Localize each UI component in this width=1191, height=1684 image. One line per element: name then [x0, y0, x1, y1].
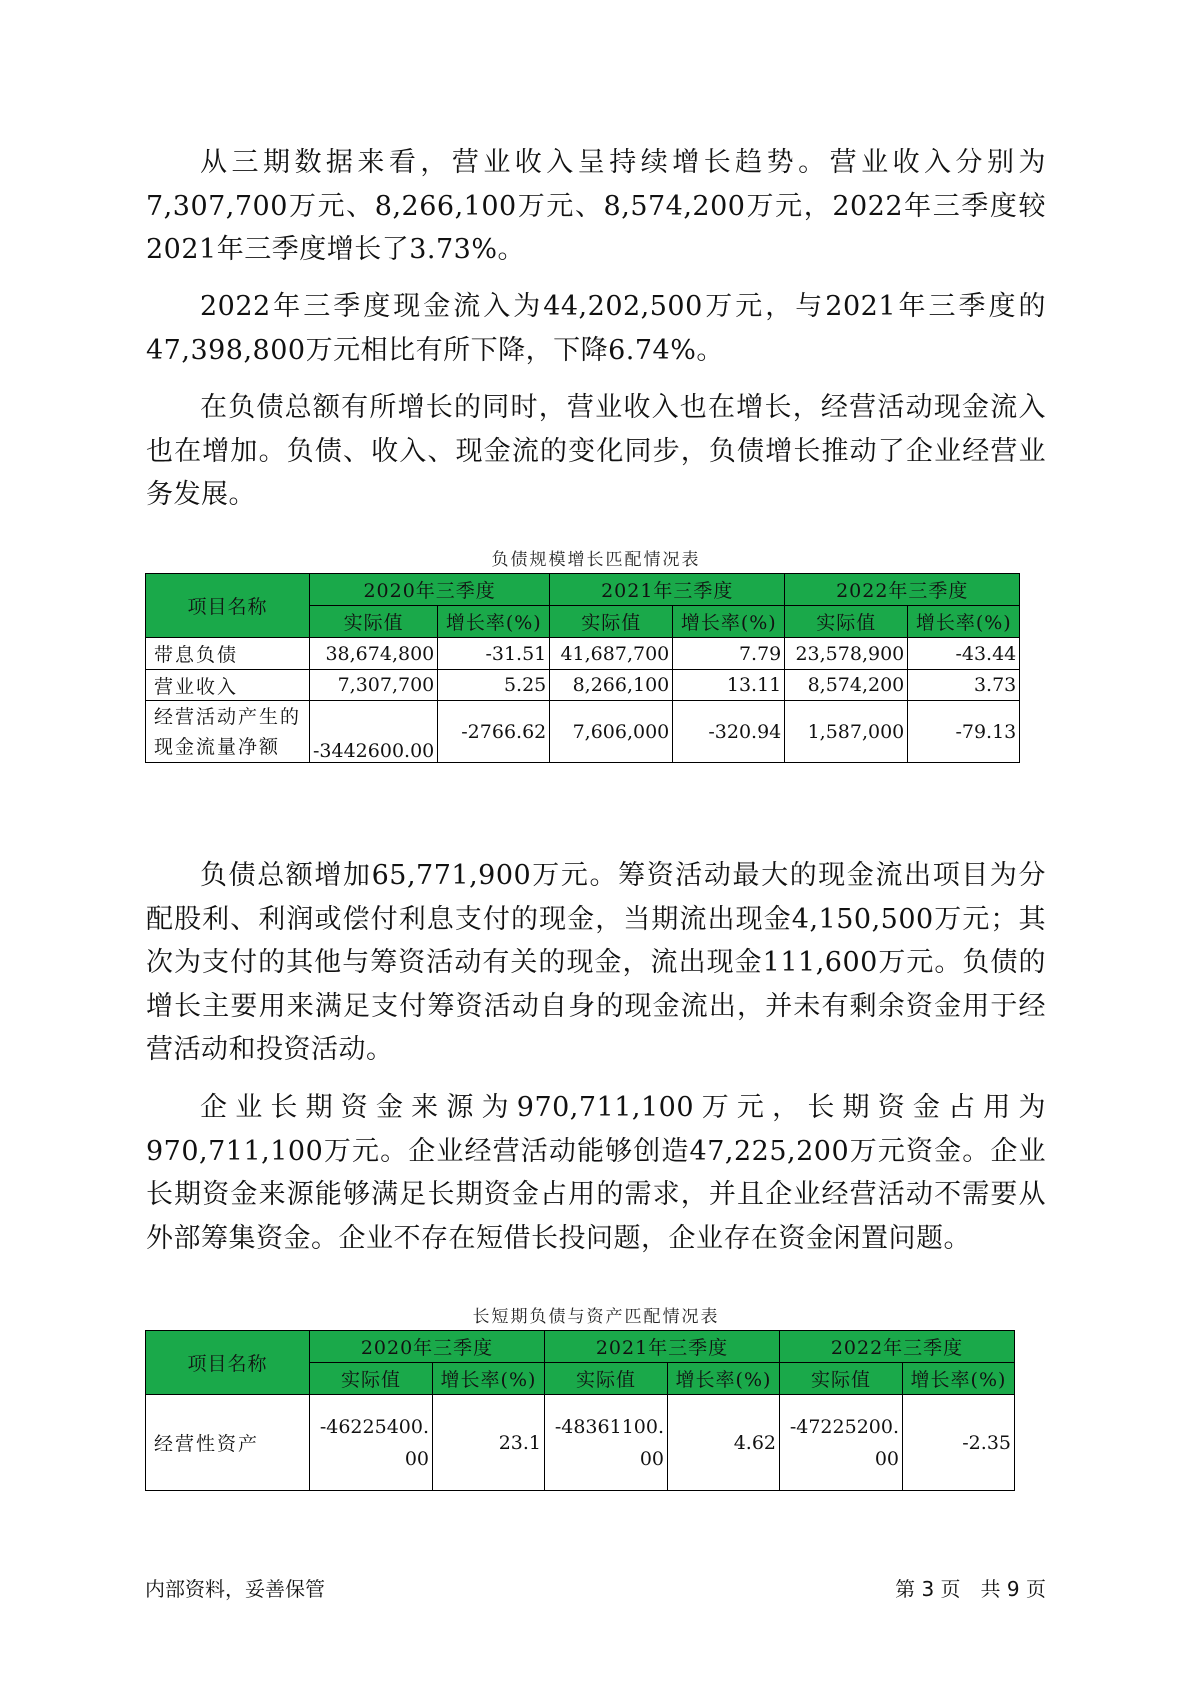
header-period-2020: 2020年三季度 — [310, 574, 550, 606]
cell-value: -320.94 — [673, 701, 785, 763]
header-actual: 实际值 — [310, 606, 438, 638]
cell-value: 23,578,900 — [785, 638, 908, 670]
row-label-text: 经营活动产生的现金流量净额 — [154, 705, 302, 758]
cell-value: 5.25 — [438, 670, 550, 701]
cell-value: -46225400.00 — [310, 1395, 433, 1491]
cell-value: 1,587,000 — [785, 701, 908, 763]
header-growth: 增长率(%) — [673, 606, 785, 638]
paragraph-debt-growth: 在负债总额有所增长的同时，营业收入也在增长，经营活动现金流入也在增加。负债、收入、现金流的变化同步，负债增长推动了企业经营业务发展。 — [146, 392, 1046, 510]
table2-caption: 长短期负债与资产匹配情况表 — [472, 1307, 720, 1327]
cell-value: -79.13 — [908, 701, 1020, 763]
row-label: 营业收入 — [146, 670, 310, 701]
paragraph-cash-inflow: 2022年三季度现金流入为44,202,500万元，与2021年三季度的47,398,800万元相比有所下降，下降6.74%。 — [146, 291, 1046, 366]
paragraph-long-term-funds: 企业长期资金来源为970,711,100万元，长期资金占用为970,711,100万元。企业经营活动能够创造47,225,200万元资金。企业长期资金来源能够满足长期资金占用的需求，并且企业经营活动不需要从外部筹集资金。企业不存在短借长投问题，企业存在资金闲置问题。 — [146, 1092, 1046, 1254]
header-growth: 增长率(%) — [438, 606, 550, 638]
cell-value: -31.51 — [438, 638, 550, 670]
cell-value: 8,266,100 — [550, 670, 673, 701]
footer-confidential-note: 内部资料，妥善保管 — [145, 1577, 325, 1601]
row-label — [146, 701, 310, 763]
header-period-2022: 2022年三季度 — [780, 1331, 1015, 1363]
cell-value: 13.11 — [673, 670, 785, 701]
table-row — [146, 1395, 1015, 1491]
header-growth: 增长率(%) — [433, 1363, 545, 1395]
header-period-2020: 2020年三季度 — [310, 1331, 545, 1363]
cell-value: -2766.62 — [438, 701, 550, 763]
cell-value: 3.73 — [908, 670, 1020, 701]
paragraph-financing-activities: 负债总额增加65,771,900万元。筹资活动最大的现金流出项目为分配股利、利润或偿付利息支付的现金，当期流出现金4,150,500万元；其次为支付的其他与筹资活动有关的现金，流出现金111,600万元。负债的增长主要用来满足支付筹资活动自身的现金流出，并未有剩余资金用于经营活动和投资活动。 — [146, 860, 1046, 1065]
paragraph-revenue-trend: 从三期数据来看，营业收入呈持续增长趋势。营业收入分别为7,307,700万元、8,266,100万元、8,574,200万元，2022年三季度较2021年三季度增长了3.73%。 — [146, 147, 1046, 265]
header-actual: 实际值 — [310, 1363, 433, 1395]
header-item-name: 项目名称 — [146, 574, 310, 638]
cell-value: 38,674,800 — [310, 638, 438, 670]
header-growth: 增长率(%) — [903, 1363, 1015, 1395]
header-period-2021: 2021年三季度 — [550, 574, 785, 606]
cell-value: -3442600.00 — [310, 701, 438, 763]
header-growth: 增长率(%) — [908, 606, 1020, 638]
asset-liability-match-table — [145, 1330, 1015, 1491]
header-period-2022: 2022年三季度 — [785, 574, 1020, 606]
table1-caption: 负债规模增长匹配情况表 — [491, 550, 701, 570]
header-actual: 实际值 — [545, 1363, 668, 1395]
cell-value: 41,687,700 — [550, 638, 673, 670]
header-actual: 实际值 — [785, 606, 908, 638]
cell-value: -48361100.00 — [545, 1395, 668, 1491]
header-growth: 增长率(%) — [668, 1363, 780, 1395]
header-actual: 实际值 — [780, 1363, 903, 1395]
cell-value: 23.1 — [433, 1395, 545, 1491]
table-row — [146, 701, 1020, 763]
cell-value: 4.62 — [668, 1395, 780, 1491]
table-row — [146, 670, 1020, 701]
cell-value: 8,574,200 — [785, 670, 908, 701]
row-label: 经营性资产 — [146, 1395, 310, 1491]
header-item-name: 项目名称 — [146, 1331, 310, 1395]
cell-value: -47225200.00 — [780, 1395, 903, 1491]
cell-value: 7,606,000 — [550, 701, 673, 763]
table-row — [146, 638, 1020, 670]
debt-growth-table — [145, 573, 1020, 763]
cell-value: 7.79 — [673, 638, 785, 670]
cell-value: -2.35 — [903, 1395, 1015, 1491]
header-period-2021: 2021年三季度 — [545, 1331, 780, 1363]
row-label: 带息负债 — [146, 638, 310, 670]
footer-page-number: 第 3 页 共 9 页 — [895, 1577, 1046, 1601]
header-actual: 实际值 — [550, 606, 673, 638]
cell-value: -43.44 — [908, 638, 1020, 670]
cell-value: 7,307,700 — [310, 670, 438, 701]
